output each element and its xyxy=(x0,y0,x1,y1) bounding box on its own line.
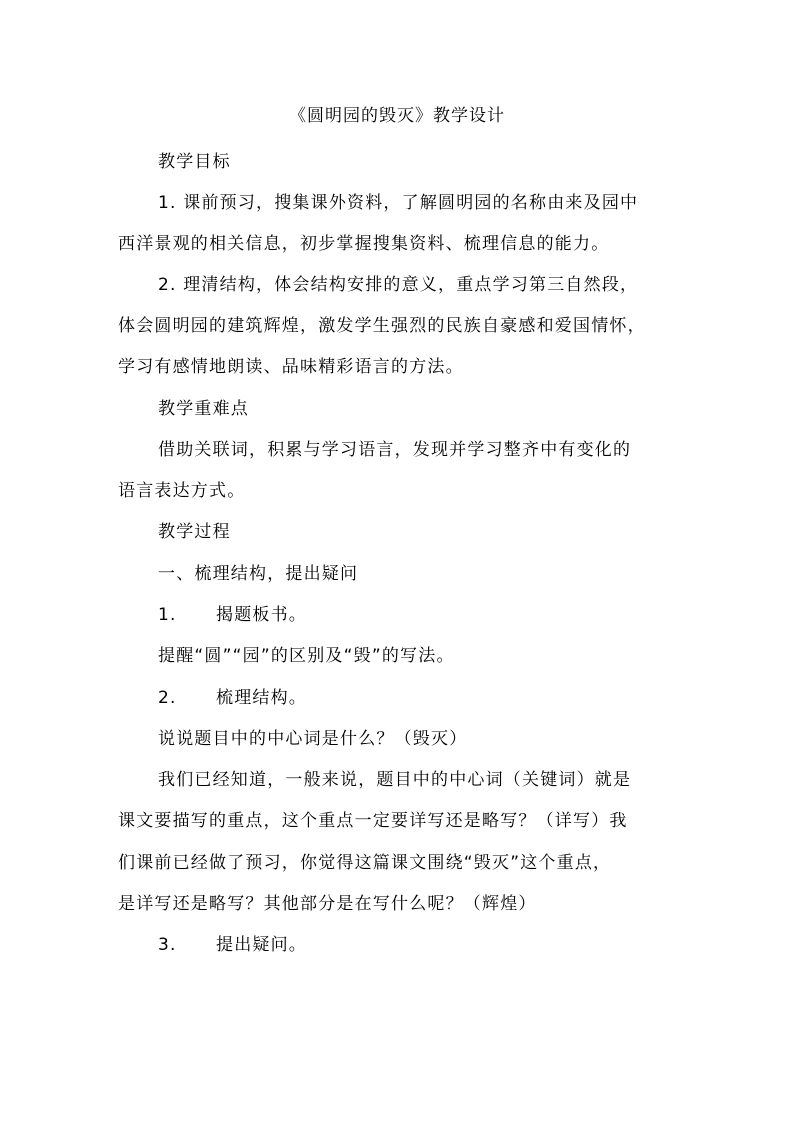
item-number: 2. xyxy=(158,688,177,708)
paragraph-line: 语言表达方式。 xyxy=(118,481,246,501)
paragraph-line: 西洋景观的相关信息，初步掌握搜集资料、梳理信息的能力。 xyxy=(118,234,610,254)
paragraph-line: 是详写还是略写？其他部分是在写什么呢？（辉煌） xyxy=(118,894,537,914)
paragraph-line: 借助关联词，积累与学习语言，发现并学习整齐中有变化的 xyxy=(158,440,632,460)
paragraph-line: 学习有感情地朗读、品味精彩语言的方法。 xyxy=(118,357,464,377)
paragraph-line: 我们已经知道，一般来说，题目中的中心词（关键词）就是 xyxy=(158,770,632,790)
numbered-item xyxy=(158,686,307,710)
numbered-item xyxy=(158,933,307,957)
item-text: 梳理结构。 xyxy=(216,688,307,708)
heading-teaching-goals: 教学目标 xyxy=(158,152,231,172)
heading-teaching-process: 教学过程 xyxy=(158,522,231,542)
paragraph-line: 说说题目中的中心词是什么？（毁灭） xyxy=(158,729,468,749)
paragraph-line: 们课前已经做了预习，你觉得这篇课文围绕“毁灭”这个重点， xyxy=(118,853,612,873)
numbered-item xyxy=(158,603,307,627)
item-text: 提出疑问。 xyxy=(216,935,307,955)
paragraph-line: 1. 课前预习，搜集课外资料，了解圆明园的名称由来及园中 xyxy=(158,193,639,213)
document-title: 《圆明园的毁灭》教学设计 xyxy=(289,106,505,126)
paragraph-line: 体会圆明园的建筑辉煌，激发学生强烈的民族自豪感和爱国情怀， xyxy=(118,316,646,336)
paragraph-line: 2. 理清结构，体会结构安排的意义，重点学习第三自然段， xyxy=(158,275,639,295)
section-heading: 一、梳理结构，提出疑问 xyxy=(158,564,359,584)
item-number: 3. xyxy=(158,935,177,955)
paragraph-line: 提醒“圆”“园”的区别及“毁”的写法。 xyxy=(158,646,455,666)
item-text: 揭题板书。 xyxy=(216,605,307,625)
paragraph-line: 课文要描写的重点，这个重点一定要详写还是略写？（详写）我 xyxy=(118,811,628,831)
heading-key-points: 教学重难点 xyxy=(158,399,249,419)
item-number: 1. xyxy=(158,605,177,625)
